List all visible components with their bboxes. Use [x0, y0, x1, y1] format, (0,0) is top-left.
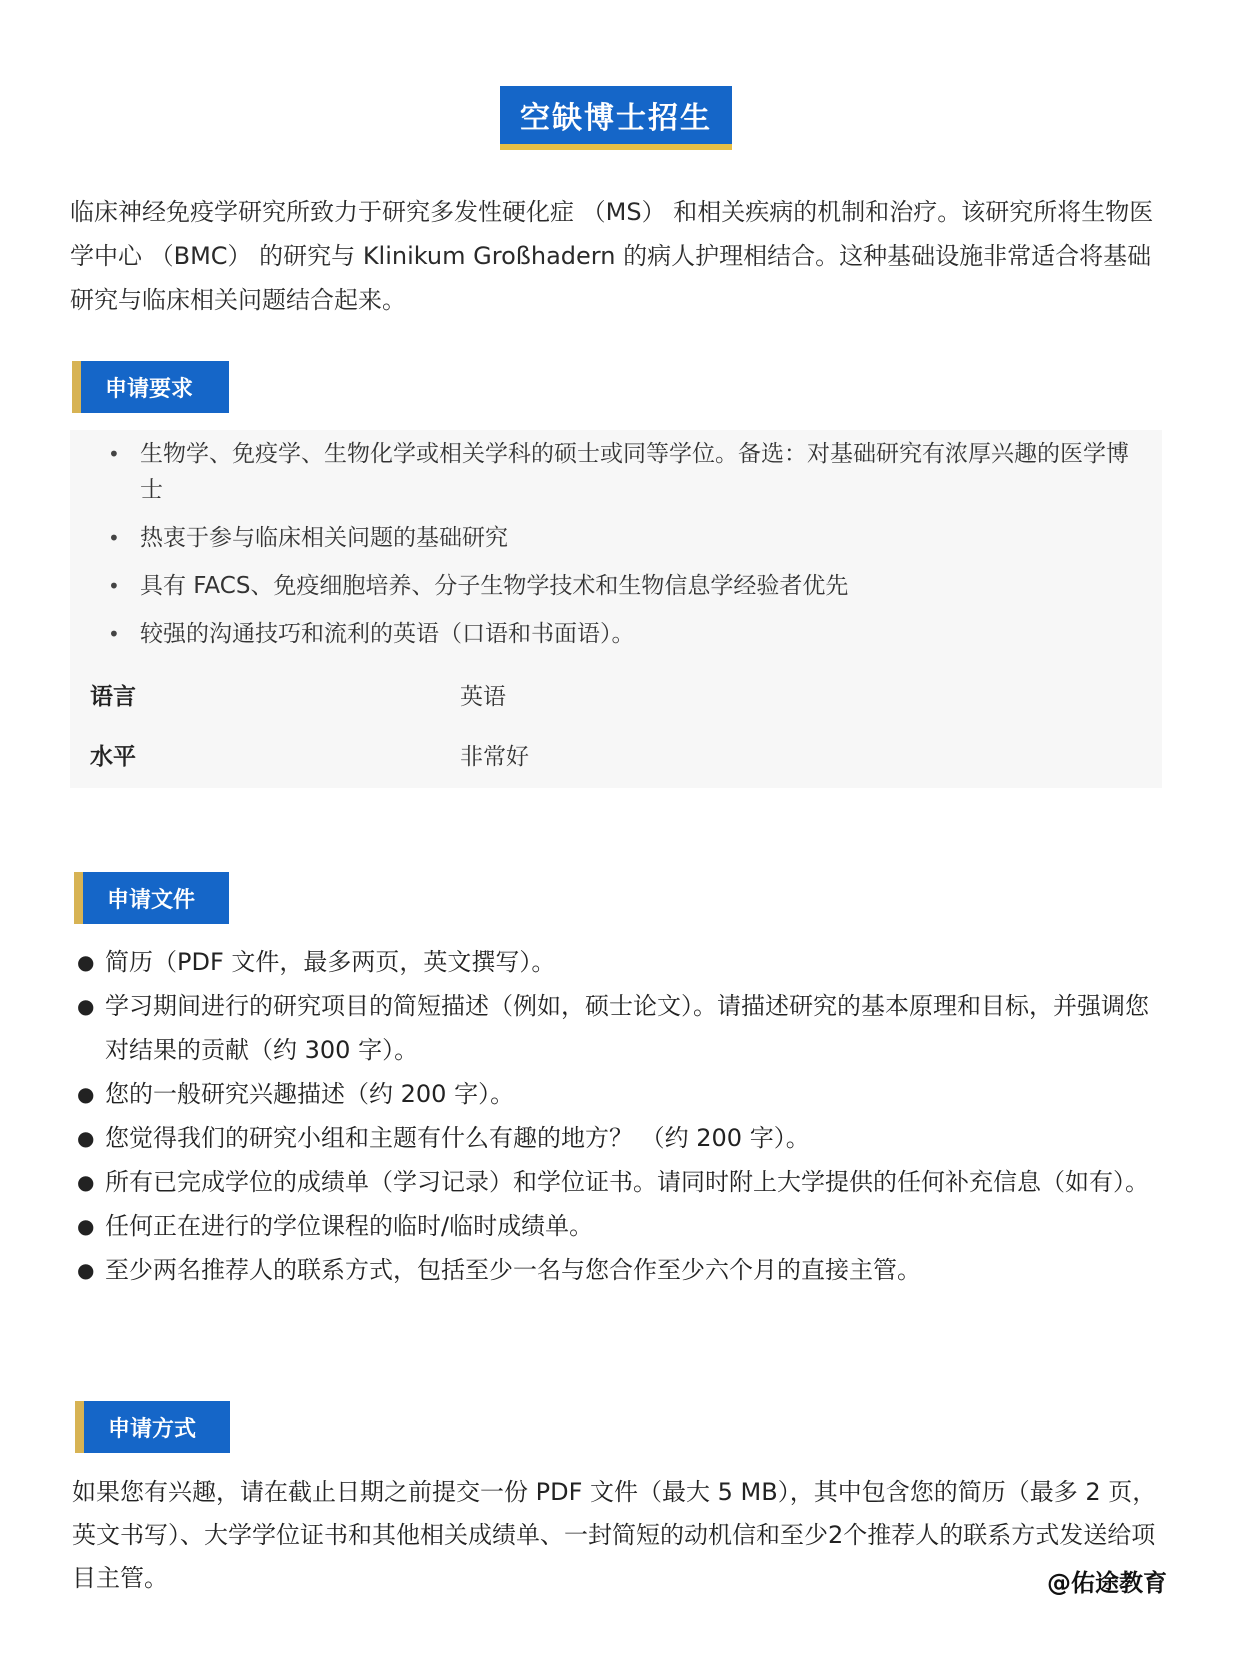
bullet-icon: ●	[77, 994, 95, 1018]
list-item-text: 任何正在进行的学位课程的临时/临时成绩单。	[105, 1212, 594, 1240]
bullet-icon: •	[108, 526, 120, 550]
how-to-apply-heading: 申请方式	[75, 1401, 230, 1453]
bullet-icon: •	[108, 574, 120, 598]
list-item	[75, 1160, 1170, 1204]
bullet-icon: ●	[77, 1258, 95, 1282]
language-label: 语言	[90, 684, 136, 710]
page-title: 空缺博士招生	[500, 86, 732, 150]
bullet-icon: •	[108, 622, 120, 646]
list-item-text: 学习期间进行的研究项目的简短描述（例如，硕士论文）。请描述研究的基本原理和目标，并强调您对结果的贡献（约 300 字）。	[105, 992, 1149, 1064]
bullet-icon: •	[108, 442, 120, 466]
documents-heading: 申请文件	[74, 872, 229, 924]
list-item-text: 简历（PDF 文件，最多两页，英文撰写）。	[105, 948, 556, 976]
bullet-icon: ●	[77, 950, 95, 974]
bullet-icon: ●	[77, 1214, 95, 1238]
list-item-text: 具有 FACS、免疫细胞培养、分子生物学技术和生物信息学经验者优先	[140, 573, 849, 599]
bullet-icon: ●	[77, 1170, 95, 1194]
list-item	[75, 1072, 1170, 1116]
how-to-apply-text: 如果您有兴趣，请在截止日期之前提交一份 PDF 文件（最大 5 MB），其中包含您的简历（最多 2 页，英文书写）、大学学位证书和其他相关成绩单、一封简短的动机信和至少2个推荐人的联系方式发送给项目主管。	[72, 1478, 1157, 1592]
watermark: @佑途教育	[1032, 1560, 1182, 1600]
list-item	[108, 616, 1138, 652]
list-item	[108, 436, 1138, 508]
list-item-text: 至少两名推荐人的联系方式，包括至少一名与您合作至少六个月的直接主管。	[105, 1256, 921, 1284]
bullet-icon: ●	[77, 1082, 95, 1106]
requirements-heading: 申请要求	[72, 361, 229, 413]
level-label: 水平	[90, 744, 136, 770]
language-value: 英语	[460, 684, 506, 710]
list-item	[75, 984, 1170, 1072]
list-item	[75, 1116, 1170, 1160]
list-item-text: 热衷于参与临床相关问题的基础研究	[140, 525, 508, 551]
list-item-text: 您的一般研究兴趣描述（约 200 字）。	[105, 1080, 515, 1108]
list-item-text: 较强的沟通技巧和流利的英语（口语和书面语）。	[140, 621, 635, 647]
list-item-text: 您觉得我们的研究小组和主题有什么有趣的地方？ （约 200 字）。	[105, 1124, 810, 1152]
list-item-text: 所有已完成学位的成绩单（学习记录）和学位证书。请同时附上大学提供的任何补充信息（如有）。	[105, 1168, 1149, 1196]
bullet-icon: ●	[77, 1126, 95, 1150]
list-item	[75, 1204, 1170, 1248]
list-item	[75, 1248, 1170, 1292]
requirements-panel	[70, 430, 1162, 788]
list-item-text: 生物学、免疫学、生物化学或相关学科的硕士或同等学位。备选：对基础研究有浓厚兴趣的医学博士	[140, 441, 1129, 503]
list-item	[108, 568, 1138, 604]
list-item	[75, 940, 1170, 984]
intro-paragraph: 临床神经免疫学研究所致力于研究多发性硬化症 （MS） 和相关疾病的机制和治疗。该研究所将生物医学中心 （BMC） 的研究与 Klinikum Großhadern 的病人护理相结合。这种基础设施非常适合将基础研究与临床相关问题结合起来。	[70, 198, 1154, 314]
level-value: 非常好	[460, 744, 529, 770]
documents-list	[75, 940, 1170, 1292]
list-item	[108, 520, 1138, 556]
